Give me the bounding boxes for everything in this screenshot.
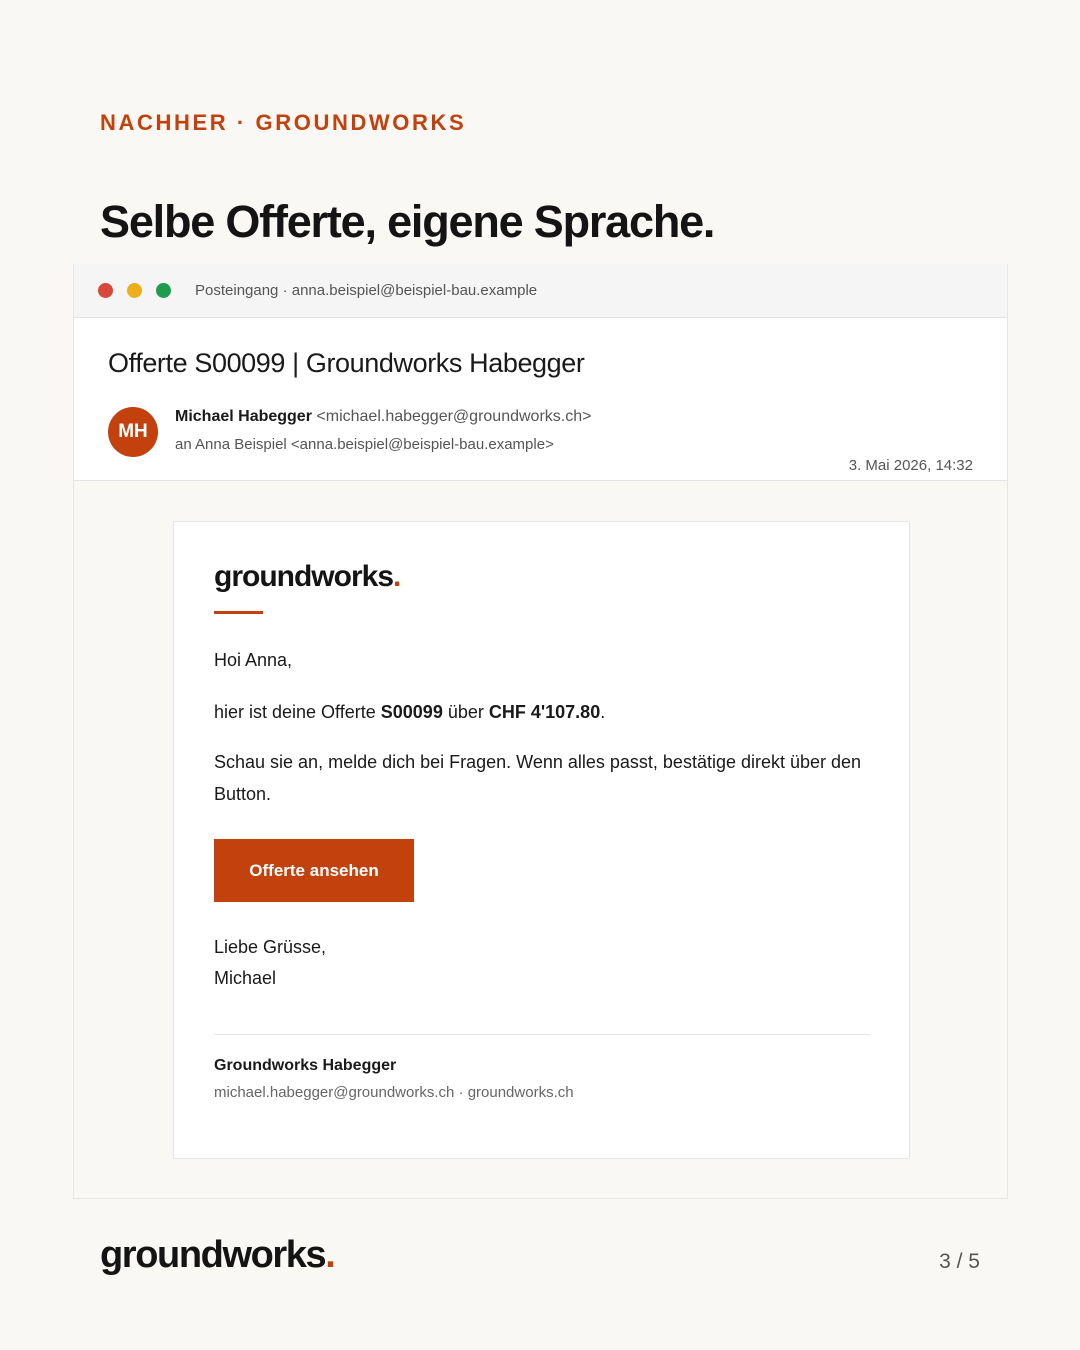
close-window-dot-icon[interactable] xyxy=(98,283,113,298)
mail-subject: Offerte S00099 | Groundworks Habegger xyxy=(108,348,585,378)
sender-avatar: MH xyxy=(108,407,158,457)
window-title: Posteingang · anna.beispiel@beispiel-bau.example xyxy=(195,282,538,299)
footer-logo-dot: . xyxy=(325,1234,335,1276)
recipient-line: an Anna Beispiel <anna.beispiel@beispiel-bau.example> xyxy=(175,436,554,453)
offer-line-mid: über xyxy=(442,702,489,722)
signature-company: Groundworks Habegger xyxy=(214,1057,397,1074)
slide-headline: Selbe Offerte, eigene Sprache. xyxy=(100,196,715,247)
email-logo-dot: . xyxy=(393,560,401,593)
email-closing: Liebe Grüsse, xyxy=(214,937,327,957)
email-content-card xyxy=(173,521,910,1159)
mail-window xyxy=(73,264,1008,1199)
signature-contact: michael.habegger@groundworks.ch · groundworks.ch xyxy=(214,1084,574,1101)
signature-divider xyxy=(214,1034,870,1035)
page-indicator: 3 / 5 xyxy=(939,1250,980,1273)
mail-date: 3. Mai 2026, 14:32 xyxy=(848,457,973,474)
email-brand-logo xyxy=(214,560,400,594)
email-signoff-name: Michael xyxy=(214,968,277,988)
email-logo-word: groundworks xyxy=(214,560,394,593)
footer-brand-logo xyxy=(100,1234,334,1277)
sender-line xyxy=(175,408,591,426)
email-greeting: Hoi Anna, xyxy=(214,650,293,670)
window-titlebar xyxy=(74,264,1007,318)
offer-amount: CHF 4'107.80 xyxy=(488,702,601,722)
email-instruction-paragraph: Schau sie an, melde dich bei Fragen. Wenn alles passt, bestätige direkt über den Button. xyxy=(214,752,862,804)
sender-email: <michael.habegger@groundworks.ch> xyxy=(316,408,592,425)
email-offer-line xyxy=(214,696,605,728)
mail-header xyxy=(74,318,1007,481)
sender-name: Michael Habegger xyxy=(175,408,312,425)
offer-number: S00099 xyxy=(380,702,443,722)
maximize-window-dot-icon[interactable] xyxy=(156,283,171,298)
footer-logo-word: groundworks xyxy=(100,1234,326,1276)
eyebrow-label: NACHHER · GROUNDWORKS xyxy=(100,110,467,135)
logo-accent-rule xyxy=(214,611,263,614)
offer-line-prefix: hier ist deine Offerte xyxy=(214,702,381,722)
view-offer-button[interactable]: Offerte ansehen xyxy=(214,839,414,902)
minimize-window-dot-icon[interactable] xyxy=(127,283,142,298)
offer-line-suffix: . xyxy=(600,702,606,722)
